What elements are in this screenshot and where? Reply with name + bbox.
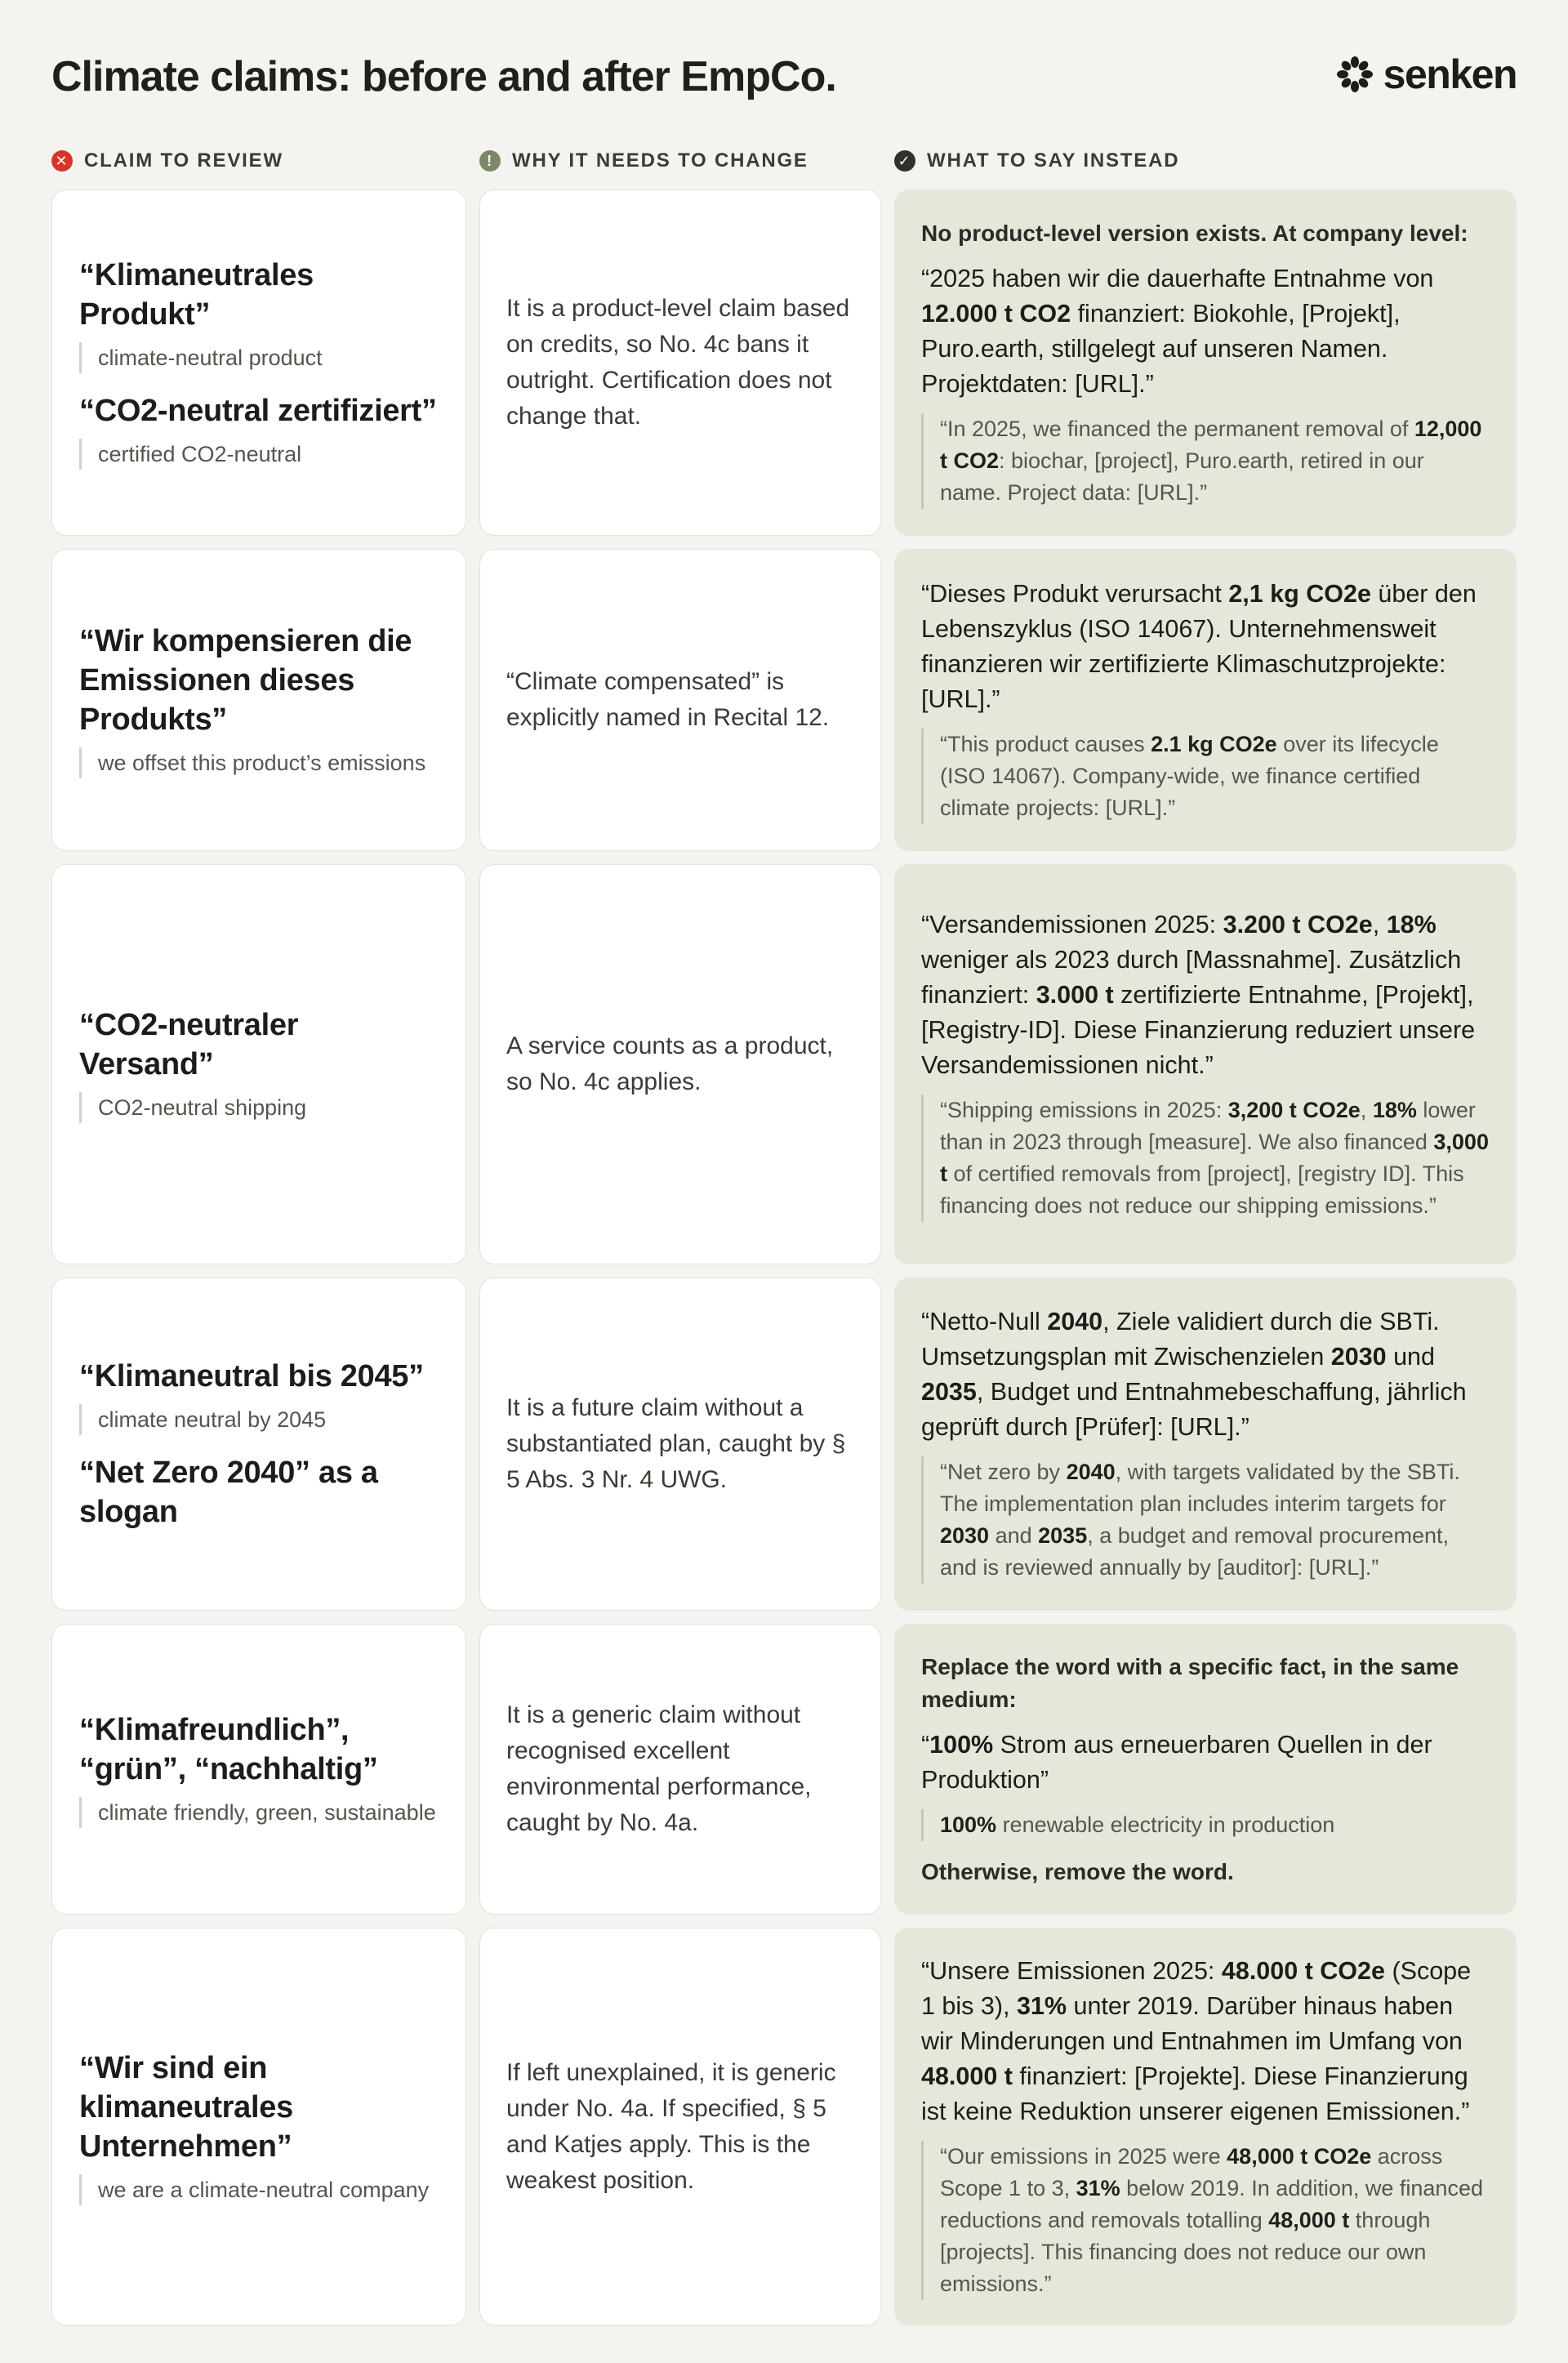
why-cell	[479, 864, 881, 1264]
column-header-label: WHAT TO SAY INSTEAD	[927, 149, 1180, 172]
claim-cell	[51, 864, 466, 1264]
say-translation: “Net zero by 2040, with targets validated by the SBTi. The implementation plan includes interim targets for 2030 and 2035, a budget and removal procurement, and is reviewed annually by [auditor]: [URL].”	[921, 1456, 1490, 1584]
claim-group	[79, 2049, 439, 2205]
claim-german: “Klimafreundlich”, “grün”, “nachhaltig”	[79, 1713, 378, 1786]
why-text: “Climate compensated” is explicitly named in Recital 12.	[506, 668, 830, 731]
column-header-why	[479, 149, 894, 172]
brand-logo	[1334, 51, 1517, 98]
column-headers	[51, 149, 1517, 173]
claim-cell	[51, 1928, 466, 2325]
flower-icon	[1334, 54, 1375, 95]
table-row	[51, 189, 1517, 536]
claim-group	[79, 256, 439, 373]
why-cell	[479, 1928, 881, 2325]
header	[51, 0, 1517, 149]
column-header-claim	[51, 149, 479, 172]
why-cell	[479, 189, 881, 536]
say-intro: Replace the word with a specific fact, in the same medium:	[921, 1653, 1459, 1712]
table-row	[51, 549, 1517, 851]
claim-group	[79, 1453, 439, 1531]
say-translation: “In 2025, we financed the permanent removal of 12,000 t CO2: biochar, [project], Puro.earth, retired in our name. Project data: [URL].”	[921, 413, 1490, 509]
claim-translation: we are a climate-neutral company	[79, 2174, 439, 2205]
exclamation-circle-icon: !	[479, 150, 501, 172]
say-translation: “Our emissions in 2025 were 48,000 t CO2e across Scope 1 to 3, 31% below 2019. In addition, we financed reductions and removals totalling 48,000 t through [projects]. This financing does not reduce our own emissions.”	[921, 2141, 1490, 2300]
say-outro: Otherwise, remove the word.	[921, 1858, 1234, 1884]
claim-translation: climate friendly, green, sustainable	[79, 1797, 439, 1828]
claim-group	[79, 1005, 439, 1123]
say-cell	[894, 864, 1517, 1264]
claim-translation: certified CO2-neutral	[79, 439, 439, 470]
column-header-label: WHY IT NEEDS TO CHANGE	[512, 149, 808, 172]
claim-translation: we offset this product’s emissions	[79, 747, 439, 778]
claim-german: “Wir sind ein klimaneutrales Unternehmen”	[79, 2050, 293, 2164]
table-row	[51, 864, 1517, 1264]
claim-cell	[51, 189, 466, 536]
why-text: It is a generic claim without recognised excellent environmental performance, caught by No. 4a.	[506, 1701, 812, 1836]
say-intro: No product-level version exists. At company level:	[921, 220, 1468, 246]
claim-german: “CO2-neutraler Versand”	[79, 1008, 299, 1081]
claim-cell	[51, 1277, 466, 1611]
say-german: “100% Strom aus erneuerbaren Quellen in der Produktion”	[921, 1730, 1432, 1794]
say-cell	[894, 549, 1517, 851]
say-cell	[894, 1624, 1517, 1915]
page-title: Climate claims: before and after EmpCo.	[51, 53, 836, 100]
claim-group	[79, 1357, 439, 1435]
why-text: If left unexplained, it is generic under No. 4a. If specified, § 5 and Katjes apply. This is the weakest position.	[506, 2058, 836, 2194]
claim-german: “Net Zero 2040” as a slogan	[79, 1456, 378, 1529]
say-translation: “Shipping emissions in 2025: 3,200 t CO2e, 18% lower than in 2023 through [measure]. We also financed 3,000 t of certified removals from [project], [registry ID]. This financing does not reduce our shipping emissions.”	[921, 1095, 1490, 1222]
say-translation: 100% renewable electricity in production	[921, 1809, 1490, 1841]
say-german: “Netto-Null 2040, Ziele validiert durch die SBTi. Umsetzungsplan mit Zwischenzielen 2030 und 2035, Budget und Entnahmebeschaffung, jährlich geprüft durch [Prüfer]: [URL].”	[921, 1308, 1467, 1441]
say-cell	[894, 1928, 1517, 2325]
say-german: “Dieses Produkt verursacht 2,1 kg CO2e über den Lebenszyklus (ISO 14067). Unternehmensweit finanzieren wir zertifizierte Klimaschutzprojekte: [URL].”	[921, 579, 1477, 713]
claim-translation: climate-neutral product	[79, 342, 439, 373]
why-cell	[479, 1277, 881, 1611]
claim-cell	[51, 1624, 466, 1915]
table-row	[51, 1928, 1517, 2325]
claim-german: “Wir kompensieren die Emissionen dieses Produkts”	[79, 624, 412, 737]
claim-group	[79, 391, 439, 470]
why-cell	[479, 549, 881, 851]
table-row	[51, 1624, 1517, 1915]
why-text: It is a future claim without a substantiated plan, caught by § 5 Abs. 3 Nr. 4 UWG.	[506, 1394, 846, 1493]
claim-translation: CO2-neutral shipping	[79, 1092, 439, 1123]
say-cell	[894, 189, 1517, 536]
table-row	[51, 1277, 1517, 1611]
claim-group	[79, 622, 439, 778]
claim-translation: climate neutral by 2045	[79, 1404, 439, 1435]
say-german: “Unsere Emissionen 2025: 48.000 t CO2e (Scope 1 bis 3), 31% unter 2019. Darüber hinaus haben wir Minderungen und Entnahmen im Umfang von 48.000 t finanziert: [Projekte]. Diese Finanzierung ist keine Reduktion unserer eigenen Emissionen.”	[921, 1956, 1472, 2125]
say-german: “2025 haben wir die dauerhafte Entnahme von 12.000 t CO2 finanziert: Biokohle, [Projekt], Puro.earth, stillgelegt auf unseren Namen. Projektdaten: [URL].”	[921, 264, 1434, 398]
say-translation: “This product causes 2.1 kg CO2e over its lifecycle (ISO 14067). Company-wide, we finance certified climate projects: [URL].”	[921, 729, 1490, 824]
brand-name: senken	[1383, 51, 1517, 97]
why-cell	[479, 1624, 881, 1915]
x-circle-icon: ✕	[51, 150, 73, 172]
claim-german: “CO2-neutral zertifiziert”	[79, 394, 437, 428]
check-circle-icon: ✓	[894, 150, 915, 172]
why-text: A service counts as a product, so No. 4c applies.	[506, 1032, 834, 1095]
claim-group	[79, 1710, 439, 1828]
say-cell	[894, 1277, 1517, 1611]
column-header-label: CLAIM TO REVIEW	[84, 149, 283, 172]
claim-german: “Klimaneutrales Produkt”	[79, 258, 314, 332]
column-header-say	[894, 149, 1517, 172]
claim-german: “Klimaneutral bis 2045”	[79, 1359, 424, 1393]
say-german: “Versandemissionen 2025: 3.200 t CO2e, 18% weniger als 2023 durch [Massnahme]. Zusätzlich finanziert: 3.000 t zertifizierte Entnahme, [Projekt], [Registry-ID]. Diese Finanzierung reduziert unsere Versandemissionen nicht.”	[921, 910, 1476, 1079]
why-text: It is a product-level claim based on credits, so No. 4c bans it outright. Certification does not change that.	[506, 295, 850, 430]
claim-cell	[51, 549, 466, 851]
